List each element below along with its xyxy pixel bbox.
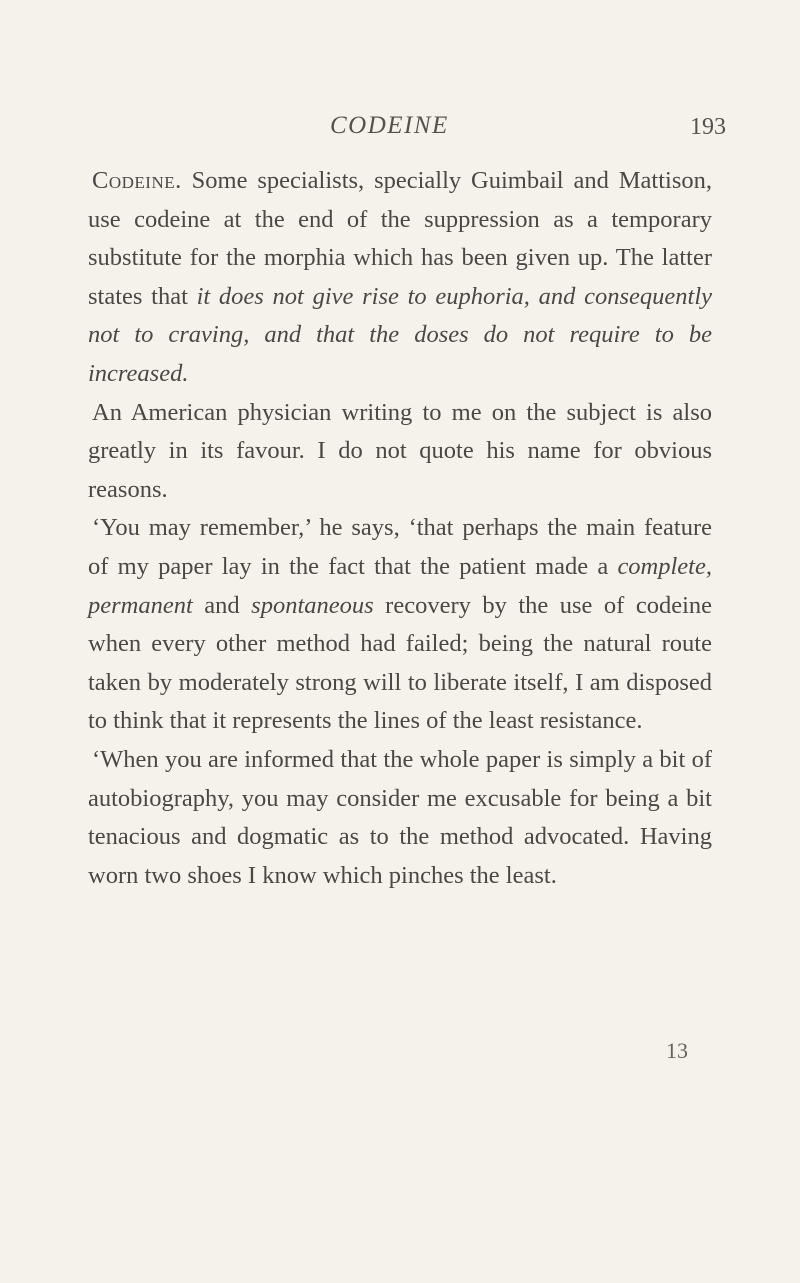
paragraph-text: Some specialists, specially Guimbail and Mattison, use codeine at the end of the suppression as a temporary substitute for the morphia which has been given up. The latter states that [88,167,713,310]
page-number: 193 [690,114,726,140]
body-text [88,162,712,895]
paragraph-quote-recovery [88,509,712,741]
paragraph-quote-autobiography [88,741,712,895]
paragraph-text: and [204,591,240,619]
paragraph-text: ‘When you are informed that the whole paper is simply a bit of autobiography, you may consider me excusable for being a bit tenacious and dogmatic as to the method advocated. Having worn two shoes I know which pinches the least. [88,745,712,889]
paragraph-text: ‘You may remember,’ he says, ‘that perhaps the main feature of my paper lay in the fact that the patient made a [88,514,712,580]
running-head [0,112,800,148]
italic-quote: it does not give rise to euphoria, and consequently not to craving, and that the doses do not require to be increased. [88,282,712,387]
paragraph-american-physician [88,394,712,510]
section-lead: Codeine. [92,167,182,194]
italic-emphasis: complete, permanent [88,552,712,619]
paragraph-codeine [88,162,712,394]
paragraph-text: An American physician writing to me on the subject is also greatly in its favour. I do not quote his name for obvious reasons. [88,398,712,503]
running-title: CODEINE [330,112,449,139]
paragraph-text: recovery by the use of codeine when every other method had failed; being the natural route taken by moderately strong will to liberate itself, I am disposed to think that it represents the lines of the least resistance. [88,591,713,735]
signature-mark: 13 [666,1038,688,1063]
italic-emphasis: spontaneous [251,591,374,619]
